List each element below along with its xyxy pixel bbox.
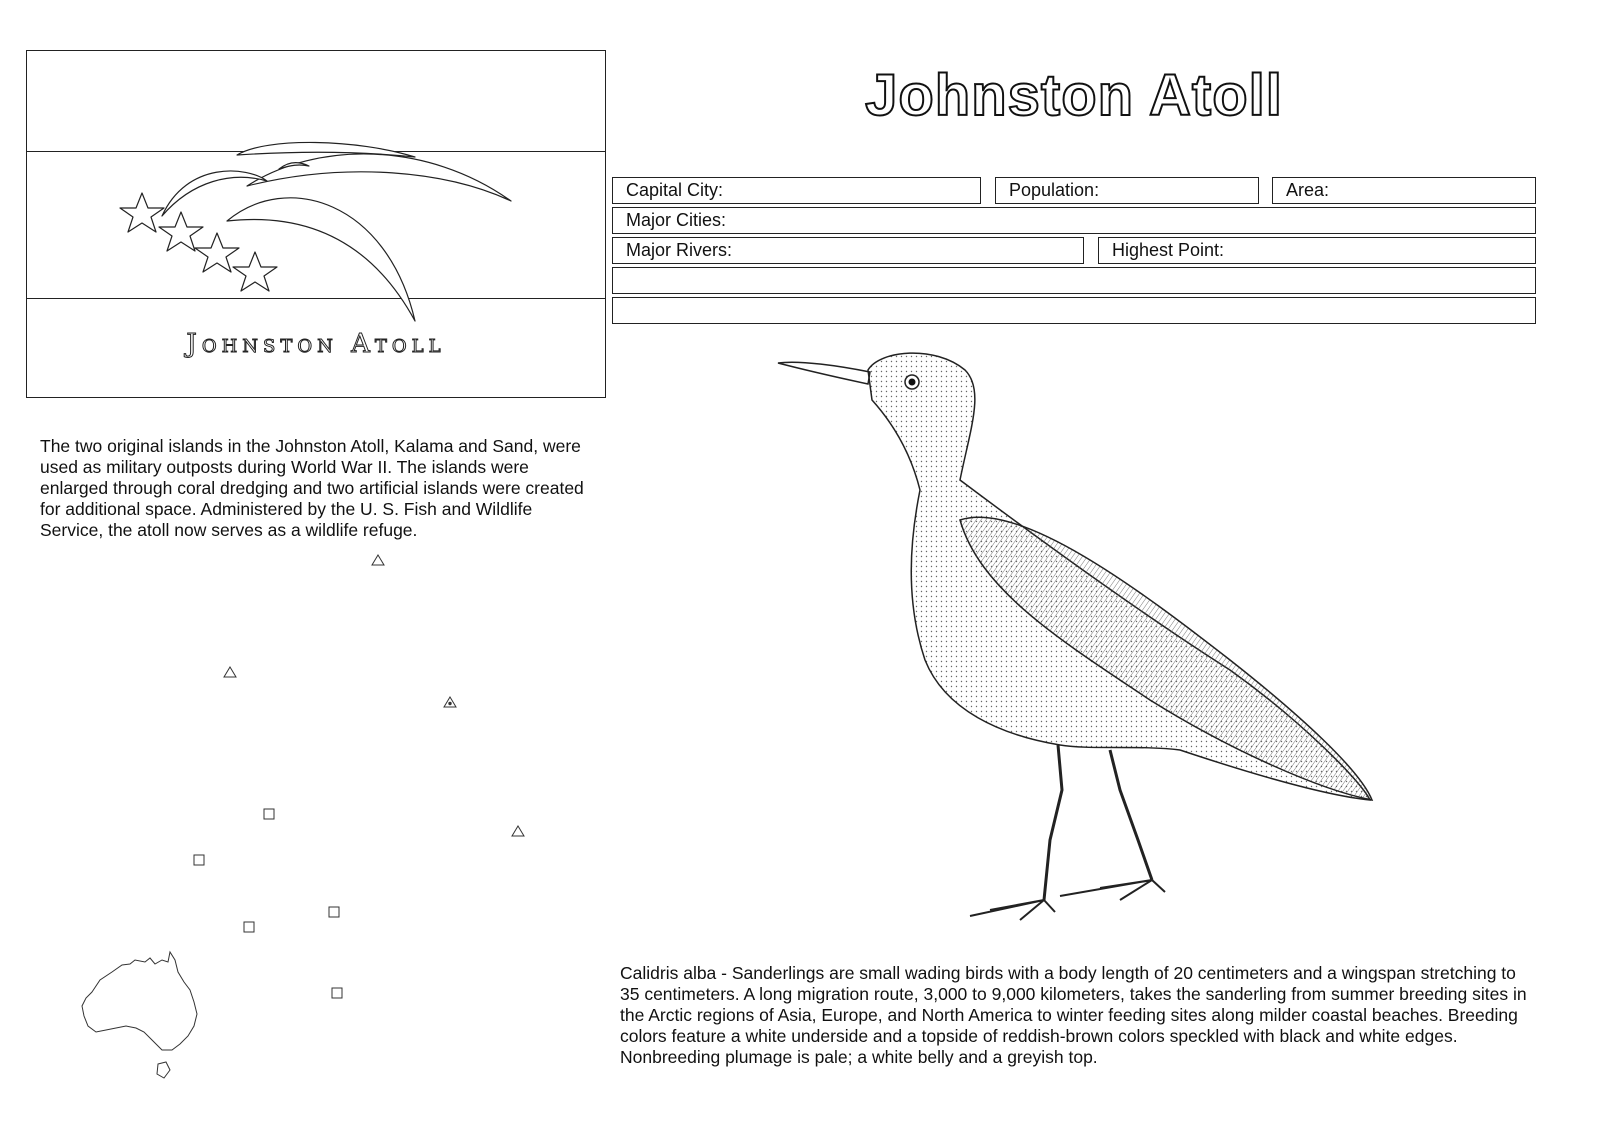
sanderling-illustration	[760, 340, 1400, 950]
flag-illustration	[26, 50, 606, 398]
tasmania-outline-icon	[157, 1062, 170, 1078]
dot-icon	[449, 702, 451, 704]
swoosh-long	[247, 154, 511, 201]
bird-foot-right	[1060, 880, 1165, 900]
highest-point-field[interactable]	[1098, 237, 1536, 264]
bird-leg-right	[1110, 750, 1152, 880]
species-description: Calidris alba - Sanderlings are small wading birds with a body length of 20 centimeters and a wingspan stretching to 35 centimeters. A long migration route, 3,000 to 9,000 kilometers, takes the sanderling from summer breeding sites in the Arctic regions of Asia, Europe, and North America to winter feeding sites along milder coastal beaches. Breeding colors feature a white underside and a topside of reddish-brown colors speckled with black and white edges. Nonbreeding plumage is pale; a white belly and a greyish top.	[620, 963, 1527, 1067]
triangle-icon	[512, 826, 524, 836]
highest-point-label: Highest Point:	[1112, 240, 1225, 260]
major-cities-field[interactable]	[612, 207, 1536, 234]
square-icon	[244, 922, 254, 932]
population-label: Population:	[1009, 180, 1100, 200]
flag-caption: Johnston Atoll	[186, 329, 446, 359]
capital-city-field[interactable]	[612, 177, 981, 204]
capital-city-label: Capital City:	[626, 180, 724, 200]
blank-field-1[interactable]	[612, 267, 1536, 294]
page-title: Johnston Atoll	[865, 63, 1283, 128]
star-1	[120, 193, 164, 232]
major-cities-label: Major Cities:	[626, 210, 727, 230]
bird-beak	[778, 362, 870, 384]
square-icon	[332, 988, 342, 998]
star-4	[233, 252, 277, 291]
triangle-icon	[224, 667, 236, 677]
major-rivers-field[interactable]	[612, 237, 1084, 264]
map-svg	[0, 540, 600, 1120]
star-3	[195, 233, 239, 272]
square-icon	[194, 855, 204, 865]
intro-paragraph: The two original islands in the Johnston Atoll, Kalama and Sand, were used as military outposts during World War II. The islands were enlarged through coral dredging and two artificial islands were created for additional space. Administered by the U. S. Fish and Wildlife Service, the atoll now serves as a wildlife refuge.	[40, 436, 584, 540]
blank-field-2[interactable]	[612, 297, 1536, 324]
square-icon	[329, 907, 339, 917]
area-label: Area:	[1286, 180, 1330, 200]
bird-foot-left	[970, 900, 1055, 920]
bird-leg-left	[1044, 745, 1062, 900]
square-icon	[264, 809, 274, 819]
star-2	[159, 212, 203, 251]
australia-outline-icon	[82, 952, 197, 1050]
triangle-icon	[372, 555, 384, 565]
area-field[interactable]	[1272, 177, 1536, 204]
population-field[interactable]	[995, 177, 1259, 204]
major-rivers-label: Major Rivers:	[626, 240, 733, 260]
location-map	[0, 540, 600, 1120]
